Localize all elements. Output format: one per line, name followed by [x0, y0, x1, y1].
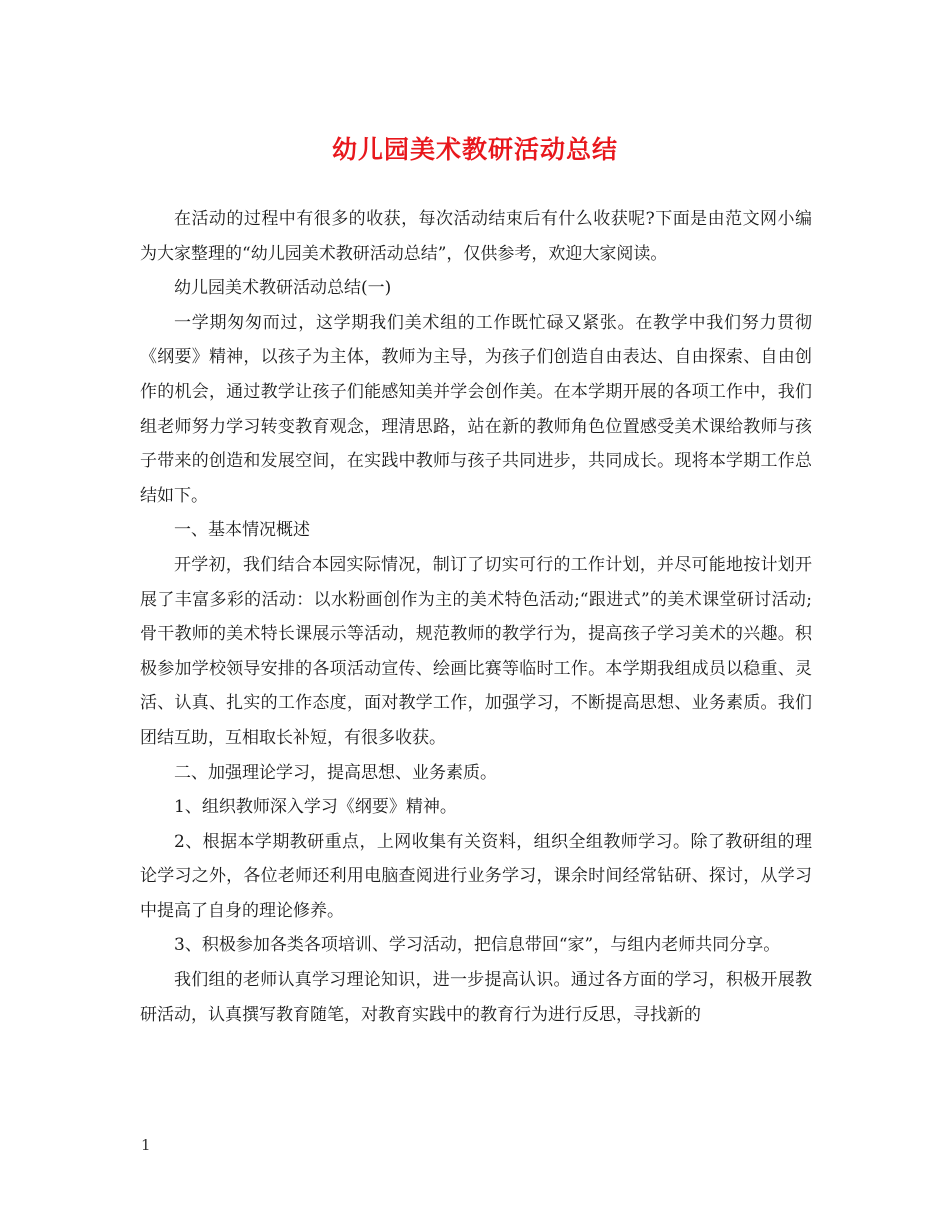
paragraph-section-heading: 幼儿园美术教研活动总结(一) [174, 278, 392, 299]
paragraph-continuation: 我们组的老师认真学习理论知识，进一步提高认识。通过各方面的学习，积极开展教研活动，认真撰写教育随笔，对教育实践中的教育行为进行反思，寻找新的 [140, 970, 812, 1025]
document-body [140, 202, 812, 1032]
paragraph-intro: 在活动的过程中有很多的收获，每次活动结束后有什么收获呢?下面是由范文网小编为大家整理的“幼儿园美术教研活动总结”，仅供参考，欢迎大家阅读。 [140, 209, 812, 264]
paragraph-heading-basic: 一、基本情况概述 [174, 520, 310, 541]
paragraph-overview: 一学期匆匆而过，这学期我们美术组的工作既忙碌又紧张。在教学中我们努力贯彻《纲要》精神，以孩子为主体，教师为主导，为孩子们创造自由表达、自由探索、自由创作的机会，通过教学让孩子们能感知美并学会创作美。在本学期开展的各项工作中，我们组老师努力学习转变教育观念，理清思路，站在新的教师角色位置感受美术课给教师与孩子带来的创造和发展空间，在实践中教师与孩子共同进步，共同成长。现将本学期工作总结如下。 [140, 312, 812, 506]
page-number: 1 [141, 1136, 151, 1154]
paragraph-item-1: 1、组织教师深入学习《纲要》精神。 [174, 797, 457, 818]
paragraph-item-3: 3、积极参加各类各项培训、学习活动，把信息带回“家”，与组内老师共同分享。 [174, 935, 781, 956]
paragraph-basic-situation: 开学初，我们结合本园实际情况，制订了切实可行的工作计划，并尽可能地按计划开展了丰富多彩的活动：以水粉画创作为主的美术特色活动;“跟进式”的美术课堂研讨活动;骨干教师的美术特长课展示等活动，规范教师的教学行为，提高孩子学习美术的兴趣。积极参加学校领导安排的各项活动宣传、绘画比赛等临时工作。本学期我组成员以稳重、灵活、认真、扎实的工作态度，面对教学工作，加强学习，不断提高思想、业务素质。我们团结互助，互相取长补短，有很多收获。 [140, 554, 812, 748]
paragraph-heading-theory: 二、加强理论学习，提高思想、业务素质。 [174, 762, 497, 783]
paragraph-item-2: 2、根据本学期教研重点，上网收集有关资料，组织全组教师学习。除了教研组的理论学习之外，各位老师还利用电脑查阅进行业务学习，课余时间经常钻研、探讨，从学习中提高了自身的理论修养。 [140, 831, 812, 921]
page-title: 幼儿园美术教研活动总结 [331, 135, 618, 164]
